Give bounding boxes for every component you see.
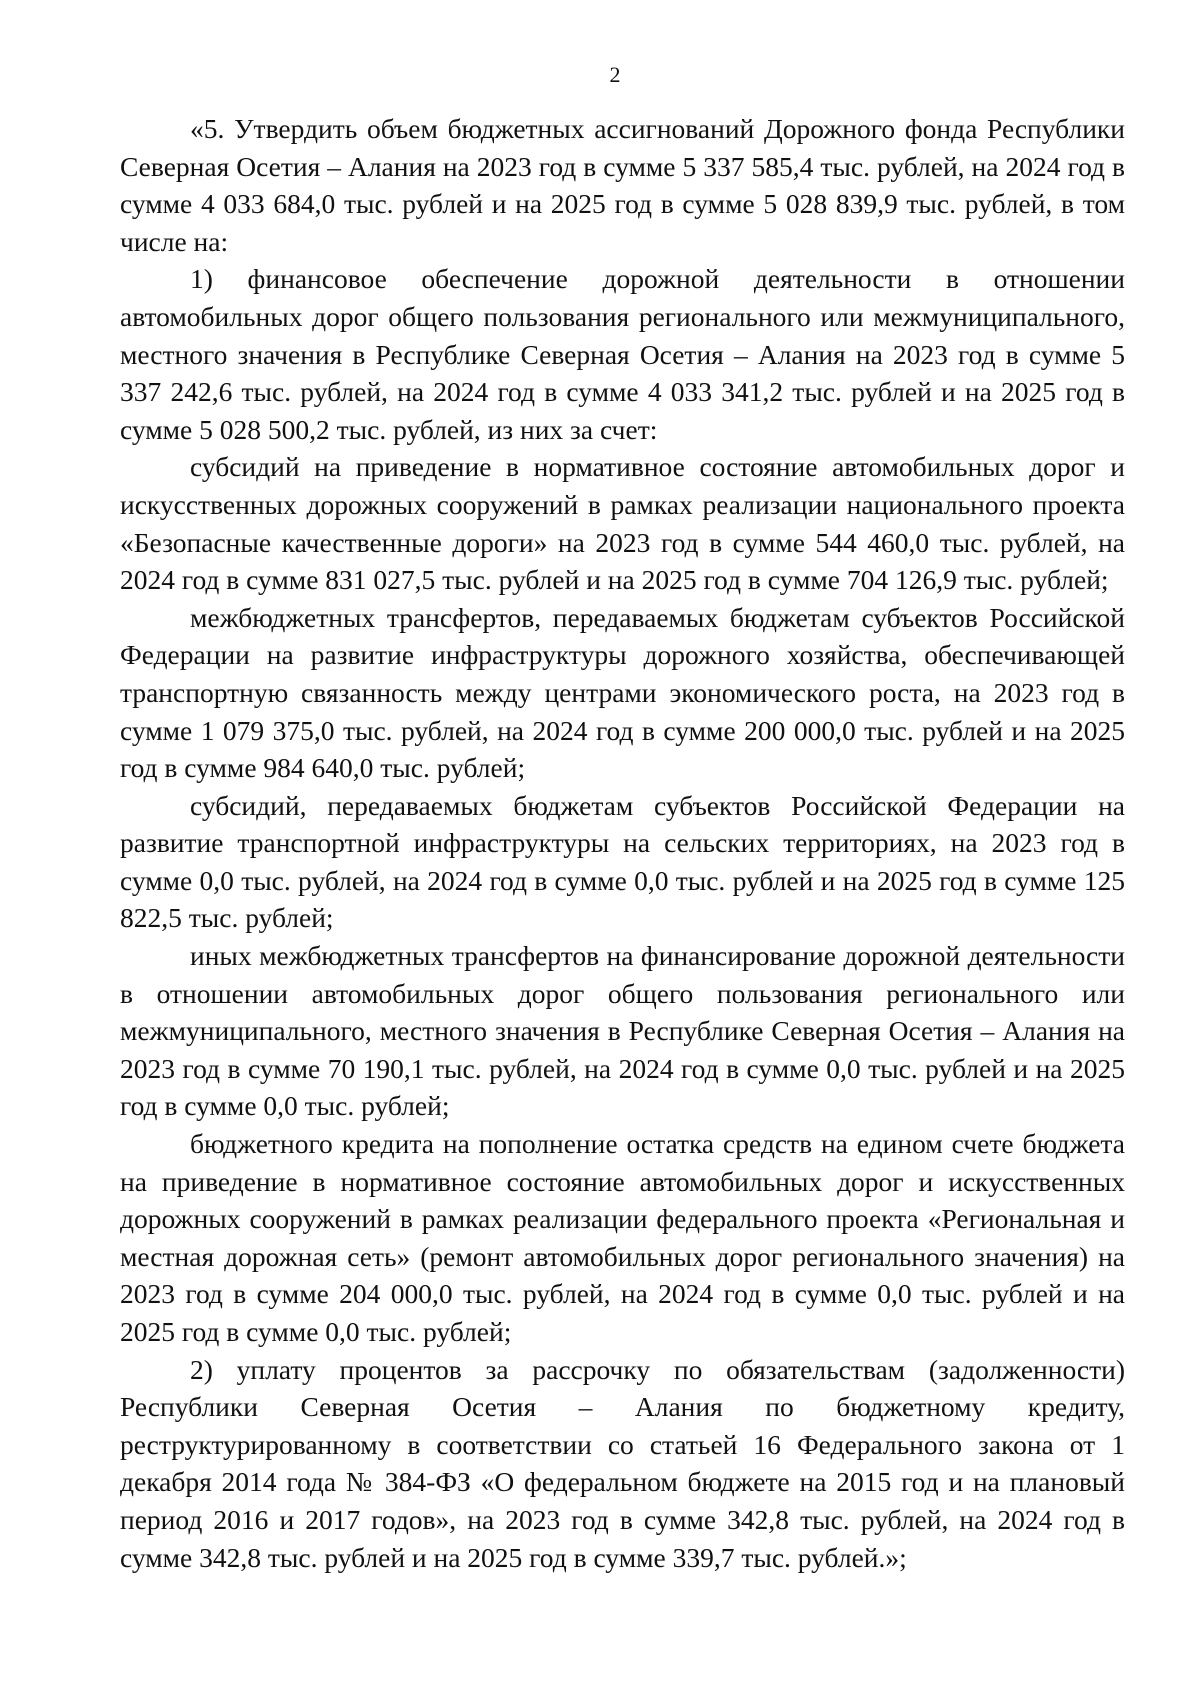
paragraph-subsidies-safe-roads: субсидий на приведение в нормативное состояние автомобильных дорог и искусственных дорожных сооружений в рамках реализации национального проекта «Безопасные качественные дороги» на 2023 год в сумме 544 460,0 тыс. рублей, на 2024 год в сумме 831 027,5 тыс. рублей и на 2025 год в сумме 704 126,9 тыс. рублей; [120,451,1125,596]
paragraph-subsidies-rural-transport: субсидий, передаваемых бюджетам субъектов Российской Федерации на развитие транспортной инфраструктуры на сельских территориях, на 2023 год в сумме 0,0 тыс. рублей, на 2024 год в сумме 0,0 тыс. рублей и на 2025 год в сумме 125 822,5 тыс. рублей; [120,789,1125,934]
paragraph-interbudget-transfers-infrastructure: межбюджетных трансфертов, передаваемых бюджетам субъектов Российской Федерации на развитие инфраструктуры дорожного хозяйства, обеспечивающей транспортную связанность между центрами экономического роста, на 2023 год в сумме 1 079 375,0 тыс. рублей, на 2024 год в сумме 200 000,0 тыс. рублей и на 2025 год в сумме 984 640,0 тыс. рублей; [120,601,1125,784]
paragraph-subitem-2: 2) уплату процентов за рассрочку по обязательствам (задолженности) Республики Северная Осетия – Алания по бюджетному кредиту, реструктурированному в соответствии со статьей 16 Федерального закона от 1 декабря 2014 года № 384-ФЗ «О федеральном бюджете на 2015 год и на плановый период 2016 и 2017 годов», на 2023 год в сумме 342,8 тыс. рублей, на 2024 год в сумме 342,8 тыс. рублей и на 2025 год в сумме 339,7 тыс. рублей.»; [120,1353,1125,1573]
paragraph-budget-credit: бюджетного кредита на пополнение остатка средств на едином счете бюджета на приведение в нормативное состояние автомобильных дорог и искусственных дорожных сооружений в рамках реализации федерального проекта «Региональная и местная дорожная сеть» (ремонт автомобильных дорог регионального значения) на 2023 год в сумме 204 000,0 тыс. рублей, на 2024 год в сумме 0,0 тыс. рублей и на 2025 год в сумме 0,0 тыс. рублей; [120,1128,1125,1347]
paragraph-subitem-1: 1) финансовое обеспечение дорожной деятельности в отношении автомобильных дорог общего пользования регионального или межмуниципального, местного значения в Республике Северная Осетия – Алания на 2023 год в сумме 5 337 242,6 тыс. рублей, на 2024 год в сумме 4 033 341,2 тыс. рублей и на 2025 год в сумме 5 028 500,2 тыс. рублей, из них за счет: [120,263,1125,445]
paragraph-other-transfers: иных межбюджетных трансфертов на финансирование дорожной деятельности в отношении автомобильных дорог общего пользования регионального или межмуниципального, местного значения в Республике Северная Осетия – Алания на 2023 год в сумме 70 190,1 тыс. рублей, на 2024 год в сумме 0,0 тыс. рублей и на 2025 год в сумме 0,0 тыс. рублей; [120,940,1125,1122]
document-body [120,110,1125,1576]
page-number: 2 [609,62,621,87]
paragraph-item-5: «5. Утвердить объем бюджетных ассигнований Дорожного фонда Республики Северная Осетия – Алания на 2023 год в сумме 5 337 585,4 тыс. рублей, на 2024 год в сумме 4 033 684,0 тыс. рублей и на 2025 год в сумме 5 028 839,9 тыс. рублей, в том числе на: [120,113,1125,257]
